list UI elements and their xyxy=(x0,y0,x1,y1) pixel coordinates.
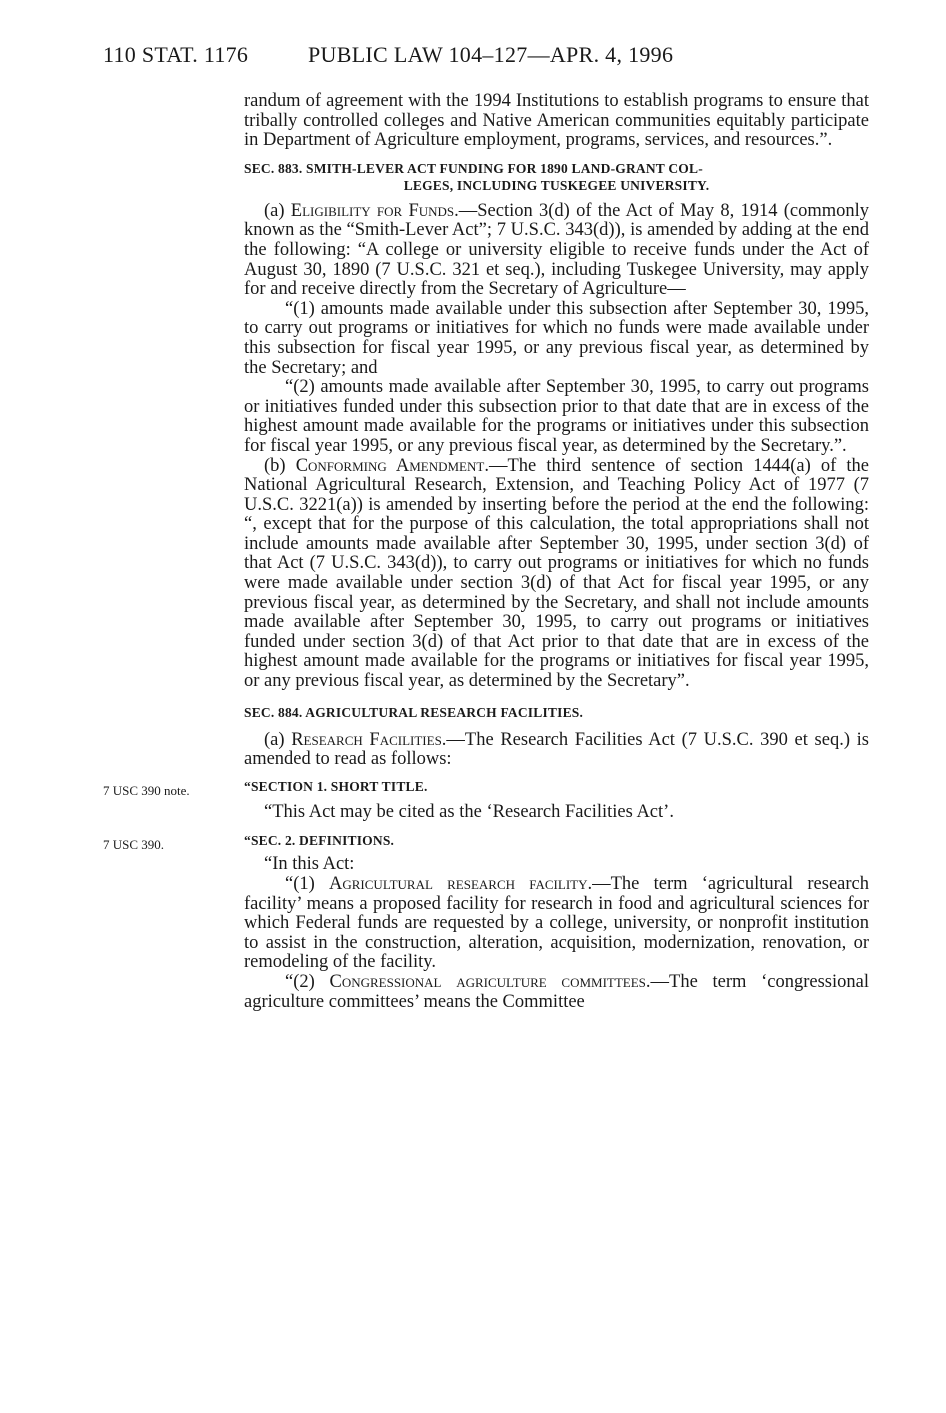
definition-2-title: Congressional agriculture committees xyxy=(329,971,646,992)
section-1-text: “This Act may be cited as the ‘Research Facilities Act’. xyxy=(264,801,674,822)
sec-883-subsection-b xyxy=(244,457,869,692)
definition-1-label: “(1) xyxy=(285,874,330,894)
statute-page-reference: 110 STAT. 1176 xyxy=(103,42,249,67)
definition-2-text: .—The term ‘congressional agriculture committees’ means the Committee xyxy=(244,971,869,1012)
definition-1 xyxy=(203,875,869,973)
definition-1-text: .—The term ‘agricultural research facility’ means a proposed facility for research in food and agricultural sciences for which Federal funds are requested by a college, university, or nonprofit institution to assist in the construction, alteration, acquisition, modernization, renovation, or remodeling of the facility. xyxy=(244,874,869,973)
document-body xyxy=(103,91,869,1012)
sec-883-item-2: “(2) amounts made available after September 30, 1995, to carry out programs or initiatives funded under this subsection prior to that date that are in excess of the highest amount made available for the programs or initiatives under this subsection for fiscal year 1995, or any previous fiscal year, as determined by the Secretary.”. xyxy=(244,377,869,456)
sec-884-subsection-a xyxy=(244,731,869,770)
section-1-block xyxy=(103,778,869,823)
sec-883-b-title: Conforming Amendment xyxy=(295,455,485,476)
definition-1-title: Agricultural research facility xyxy=(329,874,588,894)
sec-883-a-label: (a) xyxy=(264,200,291,221)
sec-883-heading-line2: LEGES, INCLUDING TUSKEGEE UNIVERSITY. xyxy=(403,177,710,193)
section-2-margin-note: 7 USC 390. xyxy=(103,837,165,853)
section-1-margin-note: 7 USC 390 note. xyxy=(103,782,190,798)
sec-883-item-1: “(1) amounts made available under this subsection after September 30, 1995, to carry out programs or initiatives for which no funds were made available under this subsection for fiscal year 1995, or any previous fiscal year, as determined by the Secretary; and xyxy=(244,298,869,378)
sec-884-a-text: .—The Research Facilities Act (7 U.S.C. 390 et seq.) is amended to read as follows: xyxy=(244,729,869,770)
sec-884-heading: SEC. 884. AGRICULTURAL RESEARCH FACILITIES. xyxy=(244,704,584,720)
sec-883-a-title: Eligibility for Funds xyxy=(290,200,455,221)
public-law-title: PUBLIC LAW 104–127—APR. 4, 1996 xyxy=(308,42,674,67)
section-1-heading: “SECTION 1. SHORT TITLE. xyxy=(244,778,428,794)
sec-883-b-label: (b) xyxy=(264,455,296,476)
sec-883-heading-line1: SEC. 883. SMITH-LEVER ACT FUNDING FOR 1890 LAND-GRANT COL- xyxy=(244,160,703,176)
sec-883-subsection-a xyxy=(244,202,869,300)
section-2-intro: “In this Act: xyxy=(264,854,355,875)
section-2-block xyxy=(103,832,869,1012)
definition-2-label: “(2) xyxy=(285,971,330,992)
sec-884-a-label: (a) xyxy=(264,729,292,750)
sec-883-heading xyxy=(244,160,869,194)
sec-883-a-text: .—Section 3(d) of the Act of May 8, 1914 (commonly known as the “Smith-Lever Act”; 7 U.S.C. 343(d)), is amended by adding at the end the following: “A college or university eligible to receive funds under the Act of August 30, 1890 (7 U.S.C. 321 et seq.), including Tuskegee University, may apply for and receive directly from the Secretary of Agriculture— xyxy=(244,200,869,300)
definition-2 xyxy=(203,973,869,1012)
sec-884-a-title: Research Facilities xyxy=(291,729,442,750)
intro-paragraph: randum of agreement with the 1994 Institutions to establish programs to ensure that tribally controlled colleges and Native American communities equitably participate in Department of Agriculture employment, programs, services, and resources.”. xyxy=(244,91,869,151)
section-2-heading: “SEC. 2. DEFINITIONS. xyxy=(244,833,395,849)
sec-883-b-text: .—The third sentence of section 1444(a) of the National Agricultural Research, Extension, and Teaching Policy Act of 1977 (7 U.S.C. 3221(a)) is amended by inserting before the period at the end the following: “, except that for the purpose of this calculation, the total appropriations shall not include amounts made available after September 30, 1995, under section 3(d) of that Act (7 U.S.C. 343(d)), to carry out programs or initiatives for which no funds were made available under section 3(d) of that Act for fiscal year 1995, or any previous fiscal year, as determined by the Secretary, and shall not include amounts made available after September 30, 1995, to carry out programs or initiatives funded under section 3(d) of that Act prior to that date that are in excess of the highest amount made available for the programs or initiatives for fiscal year 1995, or any previous fiscal year, as determined by the Secretary”. xyxy=(244,455,869,692)
